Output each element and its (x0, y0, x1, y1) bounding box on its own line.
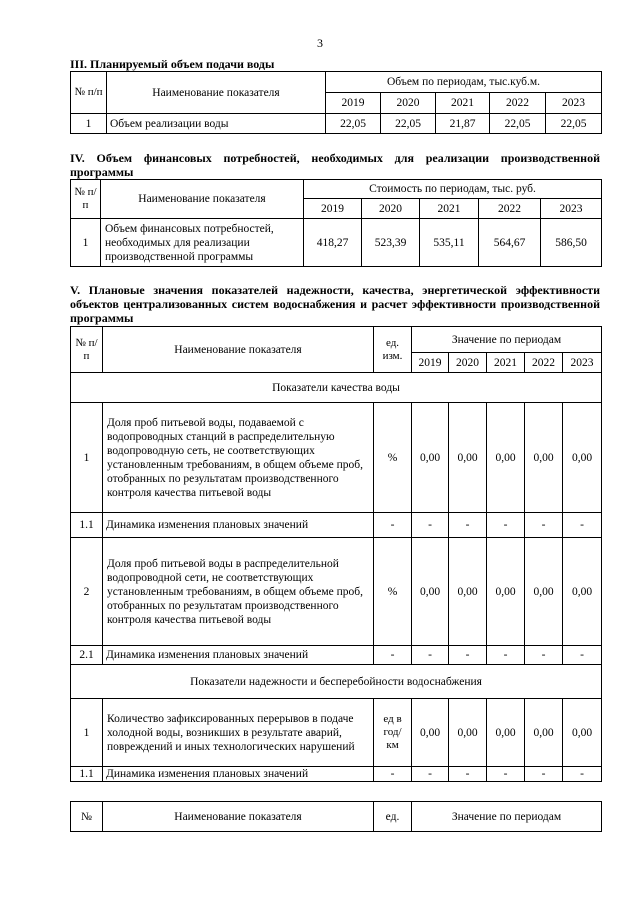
row-name: Количество зафиксированных перерывов в подаче холодной воды, возникших в результате аварий, повреждений и иных технологических нарушений (103, 699, 374, 767)
row-unit: % (374, 403, 412, 513)
section-5-table (70, 326, 602, 782)
value-2023: - (563, 646, 602, 665)
row-num: 1.1 (71, 767, 103, 782)
value-2023: 0,00 (563, 403, 602, 513)
row-num: 2.1 (71, 646, 103, 665)
value-2022: 0,00 (525, 538, 563, 646)
value-2020: - (449, 646, 487, 665)
year-2020: 2020 (381, 93, 436, 114)
value-2022: - (525, 646, 563, 665)
value-2019: 418,27 (304, 219, 362, 267)
group-quality: Показатели качества воды (71, 373, 602, 403)
header-name: Наименование показателя (103, 327, 374, 373)
row-name: Динамика изменения плановых значений (103, 646, 374, 665)
table-row (71, 538, 602, 646)
table-row (71, 767, 602, 782)
header-unit: ед. (374, 802, 412, 832)
year-2023: 2023 (541, 199, 602, 219)
value-2019: 22,05 (326, 114, 381, 134)
value-2020: 0,00 (449, 538, 487, 646)
row-name: Доля проб питьевой воды в распределительной водопроводной сети, не соответствующих установленным требованиям, в общем объеме проб, отобранных по результатам производственного контроля качества питьевой воды (103, 538, 374, 646)
row-num: 1.1 (71, 513, 103, 538)
year-2020: 2020 (362, 199, 420, 219)
value-2023: - (563, 513, 602, 538)
value-2020: 22,05 (381, 114, 436, 134)
header-name: Наименование показателя (103, 802, 374, 832)
section-6-table-header (70, 801, 602, 832)
year-2019: 2019 (326, 93, 381, 114)
year-2022: 2022 (479, 199, 541, 219)
table-row (71, 403, 602, 513)
header-name: Наименование показателя (107, 72, 326, 114)
year-2021: 2021 (487, 353, 525, 373)
table-row (71, 646, 602, 665)
section-3-title: III. Планируемый объем подачи воды (70, 57, 275, 71)
year-2022: 2022 (525, 353, 563, 373)
row-name: Объем реализации воды (107, 114, 326, 134)
value-2023: 0,00 (563, 538, 602, 646)
header-num: № п/п (71, 72, 107, 114)
value-2021: - (487, 513, 525, 538)
year-2019: 2019 (304, 199, 362, 219)
value-2023: 586,50 (541, 219, 602, 267)
value-2022: 22,05 (490, 114, 546, 134)
value-2022: 0,00 (525, 699, 563, 767)
table-row (71, 114, 602, 134)
value-2020: 523,39 (362, 219, 420, 267)
year-2023: 2023 (563, 353, 602, 373)
value-2021: - (487, 767, 525, 782)
row-unit: - (374, 513, 412, 538)
header-num: № п/п (71, 180, 101, 219)
value-2021: 21,87 (436, 114, 490, 134)
row-name: Динамика изменения плановых значений (103, 767, 374, 782)
header-periods: Стоимость по периодам, тыс. руб. (304, 180, 602, 199)
year-2023: 2023 (546, 93, 602, 114)
year-2020: 2020 (449, 353, 487, 373)
value-2021: 0,00 (487, 538, 525, 646)
header-num: № (71, 802, 103, 832)
value-2023: 0,00 (563, 699, 602, 767)
value-2019: - (412, 646, 449, 665)
value-2022: 564,67 (479, 219, 541, 267)
row-name: Объем финансовых потребностей, необходимых для реализации производственной программы (101, 219, 304, 267)
table-row (71, 699, 602, 767)
value-2019: - (412, 767, 449, 782)
value-2020: 0,00 (449, 403, 487, 513)
value-2022: 0,00 (525, 403, 563, 513)
header-unit: ед. изм. (374, 327, 412, 373)
row-unit: - (374, 646, 412, 665)
value-2020: - (449, 513, 487, 538)
value-2022: - (525, 513, 563, 538)
value-2019: 0,00 (412, 403, 449, 513)
value-2019: 0,00 (412, 699, 449, 767)
row-unit: % (374, 538, 412, 646)
row-unit: - (374, 767, 412, 782)
header-periods: Значение по периодам (412, 802, 602, 832)
group-reliability: Показатели надежности и бесперебойности водоснабжения (71, 665, 602, 699)
page-number: 3 (317, 36, 323, 50)
row-num: 1 (71, 219, 101, 267)
value-2021: - (487, 646, 525, 665)
section-4-table (70, 179, 602, 267)
table-row (71, 513, 602, 538)
row-num: 2 (71, 538, 103, 646)
year-2019: 2019 (412, 353, 449, 373)
year-2021: 2021 (420, 199, 479, 219)
value-2019: - (412, 513, 449, 538)
row-unit: ед в год/ км (374, 699, 412, 767)
section-3-table (70, 71, 602, 134)
section-4-title: IV. Объем финансовых потребностей, необходимых для реализации производственной программы (70, 151, 600, 179)
year-2022: 2022 (490, 93, 546, 114)
value-2020: 0,00 (449, 699, 487, 767)
value-2021: 0,00 (487, 699, 525, 767)
value-2023: - (563, 767, 602, 782)
header-periods: Значение по периодам (412, 327, 602, 353)
section-5-title: V. Плановые значения показателей надежности, качества, энергетической эффективности объектов централизованных систем водоснабжения и расчет эффективности производственной программы (70, 283, 600, 325)
row-num: 1 (71, 403, 103, 513)
row-name: Доля проб питьевой воды, подаваемой с водопроводных станций в распределительную водопроводную сеть, не соответствующих установленным требованиям, в общем объеме проб, отобранных по результатам производственного контроля качества питьевой воды (103, 403, 374, 513)
row-name: Динамика изменения плановых значений (103, 513, 374, 538)
value-2019: 0,00 (412, 538, 449, 646)
header-periods: Объем по периодам, тыс.куб.м. (326, 72, 602, 93)
value-2023: 22,05 (546, 114, 602, 134)
year-2021: 2021 (436, 93, 490, 114)
value-2022: - (525, 767, 563, 782)
value-2021: 0,00 (487, 403, 525, 513)
row-num: 1 (71, 114, 107, 134)
value-2020: - (449, 767, 487, 782)
value-2021: 535,11 (420, 219, 479, 267)
table-row (71, 219, 602, 267)
header-name: Наименование показателя (101, 180, 304, 219)
header-num: № п/п (71, 327, 103, 373)
row-num: 1 (71, 699, 103, 767)
